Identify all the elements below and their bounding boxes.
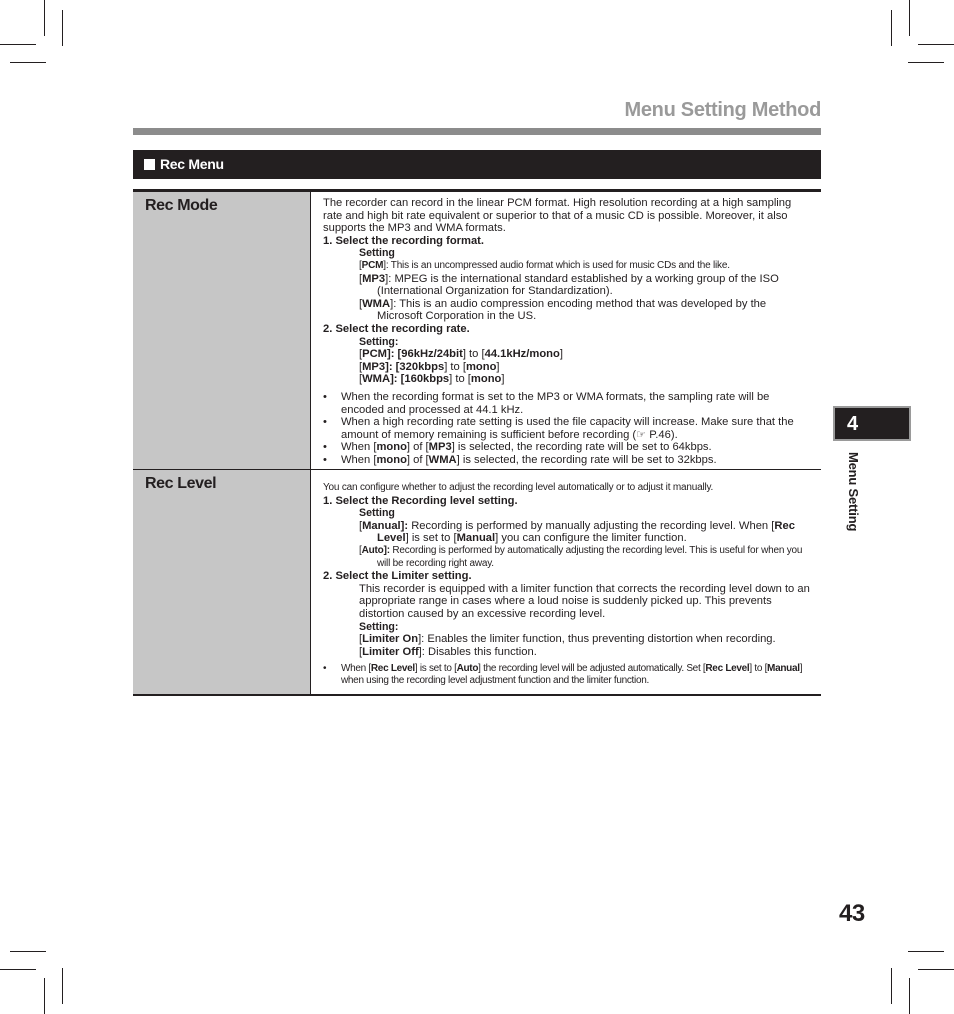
setting-label: Setting:	[359, 620, 399, 633]
option-mp3: [MP3]: MPEG is the international standard established by a working group of the ISO (International Organization for Standardization).	[359, 272, 779, 298]
crop-mark	[909, 0, 910, 36]
option-pcm: [PCM]: This is an uncompressed audio format which is used for music CDs and the like.	[359, 259, 730, 271]
step-heading: 1. Select the recording format.	[323, 234, 485, 247]
chapter-side-label: Menu Setting	[846, 452, 861, 532]
crop-mark	[0, 44, 36, 45]
chapter-number: 4	[847, 413, 859, 435]
crop-mark	[10, 62, 46, 63]
crop-mark	[44, 978, 45, 1014]
page-number: 43	[839, 900, 865, 927]
page-title: Menu Setting Method	[624, 99, 821, 121]
crop-mark	[891, 10, 892, 46]
notes-list	[323, 663, 810, 687]
row-content-cell	[311, 470, 821, 694]
rate-wma: [WMA]: [160kbps] to [mono]	[359, 373, 505, 386]
rec-level-label: Rec Level	[145, 475, 217, 492]
crop-mark	[10, 951, 46, 952]
rec-mode-label: Rec Mode	[145, 197, 218, 214]
table-row-rec-level	[133, 469, 821, 694]
step-heading: 2. Select the Limiter setting.	[323, 570, 472, 583]
list-item: • When [Rec Level] is set to [Auto] the recording level will be adjusted automatically. Set [Rec Level] to [Manual] when using the recording level adjustment function and the limiter function.	[323, 663, 810, 687]
row-content-cell	[311, 192, 821, 469]
intro-text: You can configure whether to adjust the recording level automatically or to adjust it manually.	[323, 482, 714, 493]
row-label-cell	[133, 470, 311, 694]
square-bullet-icon	[144, 159, 155, 170]
section-header	[133, 150, 821, 179]
notes-list	[323, 391, 810, 467]
crop-mark	[908, 951, 944, 952]
rate-pcm: [PCM]: [96kHz/24bit] to [44.1kHz/mono]	[359, 348, 563, 361]
crop-mark	[891, 968, 892, 1004]
list-item: • When [mono] of [MP3] is selected, the recording rate will be set to 64kbps.	[323, 441, 810, 454]
option-manual: [Manual]: Recording is performed by manually adjusting the recording level. When [Rec Level] is set to [Manual] you can configure the limiter function.	[359, 519, 795, 545]
crop-mark	[909, 978, 910, 1014]
option-auto: [Auto]: Recording is performed by automatically adjusting the recording level. This is useful for when you will be recording right away.	[359, 544, 803, 569]
intro-text: The recorder can record in the linear PCM format. High resolution recording at a high sampling rate and high bit rate equivalent or superior to that of a music CD is possible. Moreover, it also supports the MP3 and WMA formats.	[323, 197, 792, 235]
step-heading: 1. Select the Recording level setting.	[323, 494, 518, 507]
setting-label: Setting:	[359, 335, 399, 348]
section-title: Rec Menu	[160, 156, 224, 172]
crop-mark	[44, 0, 45, 36]
rate-mp3: [MP3]: [320kbps] to [mono]	[359, 360, 500, 373]
list-item: • When [mono] of [WMA] is selected, the recording rate will be set to 32kbps.	[323, 454, 810, 467]
option-limiter-on: [Limiter On]: Enables the limiter function, thus preventing distortion when recording.	[359, 633, 776, 646]
table-row-rec-mode	[133, 192, 821, 469]
list-item: • When a high recording rate setting is used the file capacity will increase. Make sure that the amount of memory remaining is sufficient before recording (☞ P.46).	[323, 416, 810, 441]
row-label-cell	[133, 192, 311, 469]
step-heading: 2. Select the recording rate.	[323, 322, 470, 335]
setting-label: Setting	[359, 247, 395, 260]
settings-table	[133, 189, 821, 696]
crop-mark	[0, 969, 36, 970]
crop-mark	[918, 969, 954, 970]
setting-label: Setting	[359, 507, 395, 520]
crop-mark	[62, 968, 63, 1004]
option-limiter-off: [Limiter Off]: Disables this function.	[359, 645, 537, 658]
option-wma: [WMA]: This is an audio compression encoding method that was developed by the Microsoft Corporation in the US.	[359, 297, 767, 323]
list-item: • When the recording format is set to the MP3 or WMA formats, the sampling rate will be encoded and processed at 44.1 kHz.	[323, 391, 810, 416]
crop-mark	[908, 62, 944, 63]
heading-rule	[133, 128, 821, 135]
limiter-description: This recorder is equipped with a limiter function that corrects the recording level down to an appropriate range in cases where a loud noise is suddenly picked up. This prevents distortion caused by an excessive recording level.	[359, 582, 810, 620]
crop-mark	[62, 10, 63, 46]
chapter-tab	[833, 406, 911, 441]
crop-mark	[918, 44, 954, 45]
